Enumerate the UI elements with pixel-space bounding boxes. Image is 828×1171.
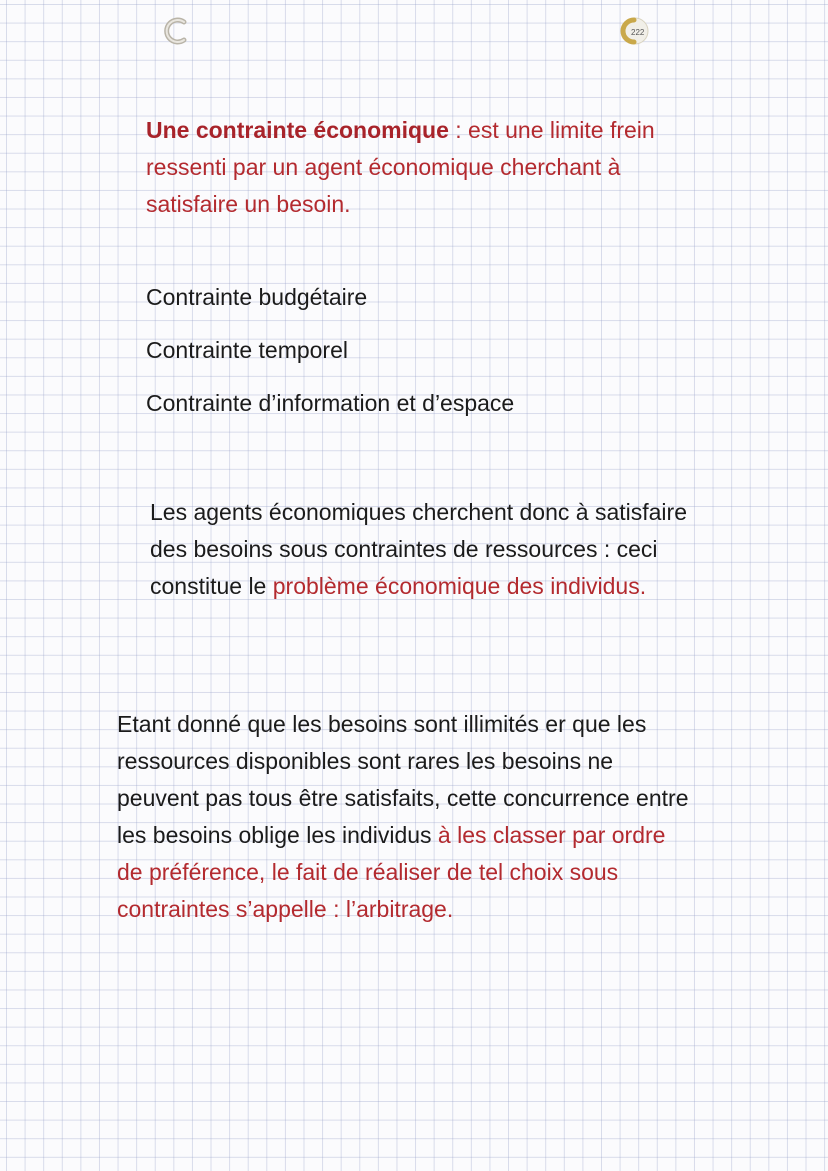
definition-paragraph xyxy=(146,112,666,223)
arbitrage-paragraph xyxy=(117,706,697,928)
arbitrage-text: Etant donné que les besoins sont illimités er que les ressources disponibles sont rares les besoins ne peuvent pas tous être satisfaits, cette concurrence entre les besoins oblige les individus xyxy=(117,711,689,848)
constraints-list xyxy=(146,279,666,438)
constraint-item-temporel: Contrainte temporel xyxy=(146,337,348,363)
arbitrage-highlight: à les classer par ordre de préférence, le fait de réaliser de tel choix sous contraintes s’appelle : l’arbitrage. xyxy=(117,822,666,922)
definition-text: : est une limite frein ressenti par un agent économique cherchant à satisfaire un besoin. xyxy=(146,117,655,217)
constraint-item-information-espace: Contrainte d’information et d’espace xyxy=(146,390,515,416)
economic-problem-text: Les agents économiques cherchent donc à satisfaire des besoins sous contraintes de ressources : ceci constitue le xyxy=(150,499,687,599)
constraint-item-budgetaire: Contrainte budgétaire xyxy=(146,284,368,310)
binder-ring-right xyxy=(618,14,652,48)
economic-problem-highlight: problème économique des individus. xyxy=(272,573,647,599)
binder-ring-left-icon xyxy=(158,14,192,48)
definition-term: Une contrainte économique xyxy=(146,117,449,143)
page-number: 222 xyxy=(631,28,645,37)
economic-problem-paragraph xyxy=(150,494,690,605)
